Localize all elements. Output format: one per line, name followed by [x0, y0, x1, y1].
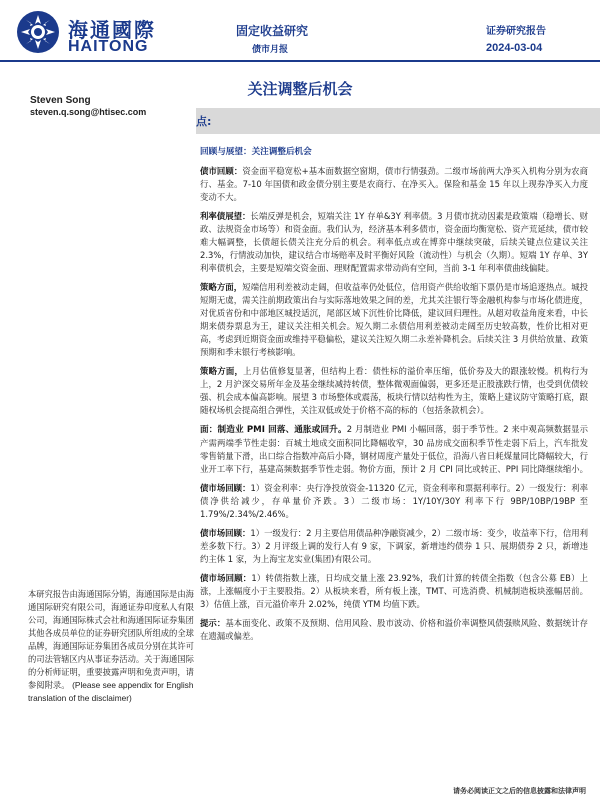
section-rates-outlook [200, 210, 588, 275]
disclaimer-cn: 本研究报告由海通国际分销，海通国际是由海通国际研究有限公司，海通证券印度私人有限公司，海通国际株式会社和海通国际证券集团其他各成员单位的证券研究团队所组成的全球品牌，海通国际证券集团各成员分别在其许可的司法管辖区内从事证券活动。关于海通国际的分析师证明，重要披露声明和免责声明，请参阅附录。 [28, 589, 194, 690]
section-text: 基本面变化、政策不及预期、信用风险、股市波动、价格和溢价率调整风债强赎风险、数据统计存在遗漏或偏差。 [200, 618, 589, 641]
section-convertible-strategy [200, 365, 588, 417]
report-subcategory: 债市月报 [252, 45, 289, 55]
logo-english: HAITONG [68, 38, 149, 55]
section-lead: 债市场回顾： [200, 528, 251, 538]
page-title: 关注调整后机会 [247, 80, 353, 98]
section-text: 短端信用利差被动走阔，但收益率仍处低位，信用资产供给收缩下票仍是市场追逐热点。城投短期无虞，需关注前期政策出台与实际落地效果之间的差，尤其关注银行等金融机构参与市场化债进度，对优质省份和中部地区城投适沉，尾部区域下沉性价比降低，建议回归理性。从超对收益角度来看，中长期来债券票息为王，建议关注相关机会。短久期二永债信用利差被动走阔至历史较高数，性价比相对更高，考虑到近期资金面或维持平稳偏松，建议关注短久期二永差补降机会。后续关注 3 月供给放量、政策预期和季末银行考核影响。 [200, 282, 589, 357]
key-points-label: 点: [196, 115, 212, 128]
page-footer: 请务必阅读正文之后的信息披露和法律声明 [453, 787, 586, 795]
section-text: 长端反弹是机会，短端关注 1Y 存单&3Y 利率债。3 月债市扰动因素是政策端（稳增长、财政、法规资金市场等）和资金面。我们认为，经济基本利多债市，资金面均衡宽松、资产荒延续，债市较难大幅调整，长债超长债关注充分后的机会。利率低点或在博弈中继续突破，后续关键点位建议关注 2.3%，行情波动加快，建议结合市场赔率及时平衡好风险（流动性）与机会（久期）。短端 1Y 存单、3Y 利率债机会，主要是短端交资金面、理财配置需求带动尚有空间，当前 3-1 年利率债曲线偏陡。 [200, 211, 588, 273]
author-email[interactable]: steven.q.song@htisec.com [30, 107, 147, 117]
section-lead: 面：制造业 PMI 回落、通胀或回升。 [200, 425, 347, 435]
section-fundamentals [200, 423, 588, 476]
section-lead: 债市场回顾： [200, 483, 251, 493]
section-lead: 策略方面， [200, 366, 244, 376]
section-credit-market-review [200, 527, 588, 566]
section-text: 资金面平稳宽松+基本面数据空窗期，债市行情强劲。二级市场前两大净买入机构分别为农商行、基金。7-10 年国债和政金债分别主要是农商行、在净买入。保险和基金 15 年以上现券净买入力度变动不大。 [200, 166, 589, 202]
author-name: Steven Song [30, 95, 91, 106]
section-lead: 提示： [200, 618, 226, 628]
main-content [200, 145, 588, 643]
haitong-logo-icon [16, 10, 60, 54]
section-convertible-market-review [200, 572, 588, 611]
section-credit-strategy [200, 281, 588, 359]
logo-chinese: 海通國際 [68, 18, 156, 42]
section-text: 上月估值修复显著，但结构上看：债性标的溢价率压缩，低价券及大的跟涨较慢。机构行为上，2 月沪深交易所年金及基金继续减持转债，整体微观面偏弱，更多还是正股涨跌行情，也受到优债较强、机会成本偏高影响。展望 3 市场整体或震荡，板块行情以结构性为主，策略上建议防守策略打底，跟随权场机会提高组合弹性，关注双低或处于价格不高的标的（包括条款机会）。 [200, 366, 588, 415]
section-lead: 债市回顾： [200, 166, 243, 176]
section-rates-market-review [200, 482, 588, 521]
section-text: 1）资金利率：央行净投放资金-11320 亿元，资金利率和票据利率行。2）一级发行：利率债净供给减少，存单量价齐跌。3）二级市场：1Y/10Y/30Y 利率下行 9BP/10BP/19BP 至 1.79%/2.34%/2.46%。 [200, 483, 589, 519]
section-heading: 回顾与展望：关注调整后机会 [200, 147, 312, 157]
section-lead: 债市场回顾： [200, 573, 252, 583]
section-lead: 利率债展望： [200, 211, 251, 221]
disclaimer [28, 588, 194, 705]
key-points-band [196, 108, 600, 134]
report-type: 证券研究报告 [486, 26, 546, 37]
section-lead: 策略方面， [200, 282, 243, 292]
disclaimer-en: (Please see appendix for English translation of the disclaimer) [28, 680, 194, 703]
report-date: 2024-03-04 [486, 42, 543, 54]
section-risk-warning [200, 617, 588, 643]
section-bond-review [200, 165, 588, 204]
section-text: 1）一级发行：2 月主要信用债品种净融资减少，2）二级市场：变少，收益率下行，信用利差多数下行。3）2 月评级上调的发行人有 9 家，下调家，新增违约债券 1 只、展期债券 2 只，新增违约主体 1 家，为上海宝龙实业(集团)有限公司。 [200, 528, 589, 564]
report-category: 固定收益研究 [236, 24, 309, 38]
section-text: 1）转债指数上涨，日均成交量上涨 23.92%，我们计算的转债全指数（包含公募 EB）上涨，上涨幅度小于主要股指。2）从板块来看，所有板上涨，TMT、可选消费、机械制造板块涨幅居前。3）估值上涨，百元溢价率升 2.02%，纯债 YTM 均值下跌。 [200, 573, 589, 609]
section-overview [200, 145, 588, 159]
section-text: 2 月制造业 PMI 小幅回落，弱于季节性。2 来中观高频数据显示产需两端季节性走弱：百城土地成交面积同比降幅收窄，30 品房成交面积季节性走弱下后上，汽车批发零售销量下滑，出口综合指数冲高后小降，钢材周度产量处于低位，沿海八省日耗煤量同比降幅较大，行业开工率下行，基建高频数据季节性走弱。物价方面，预计 2 月 CPI 同比或转正、PPI 同比降继续缩小。 [200, 424, 588, 474]
header-divider [0, 60, 600, 62]
